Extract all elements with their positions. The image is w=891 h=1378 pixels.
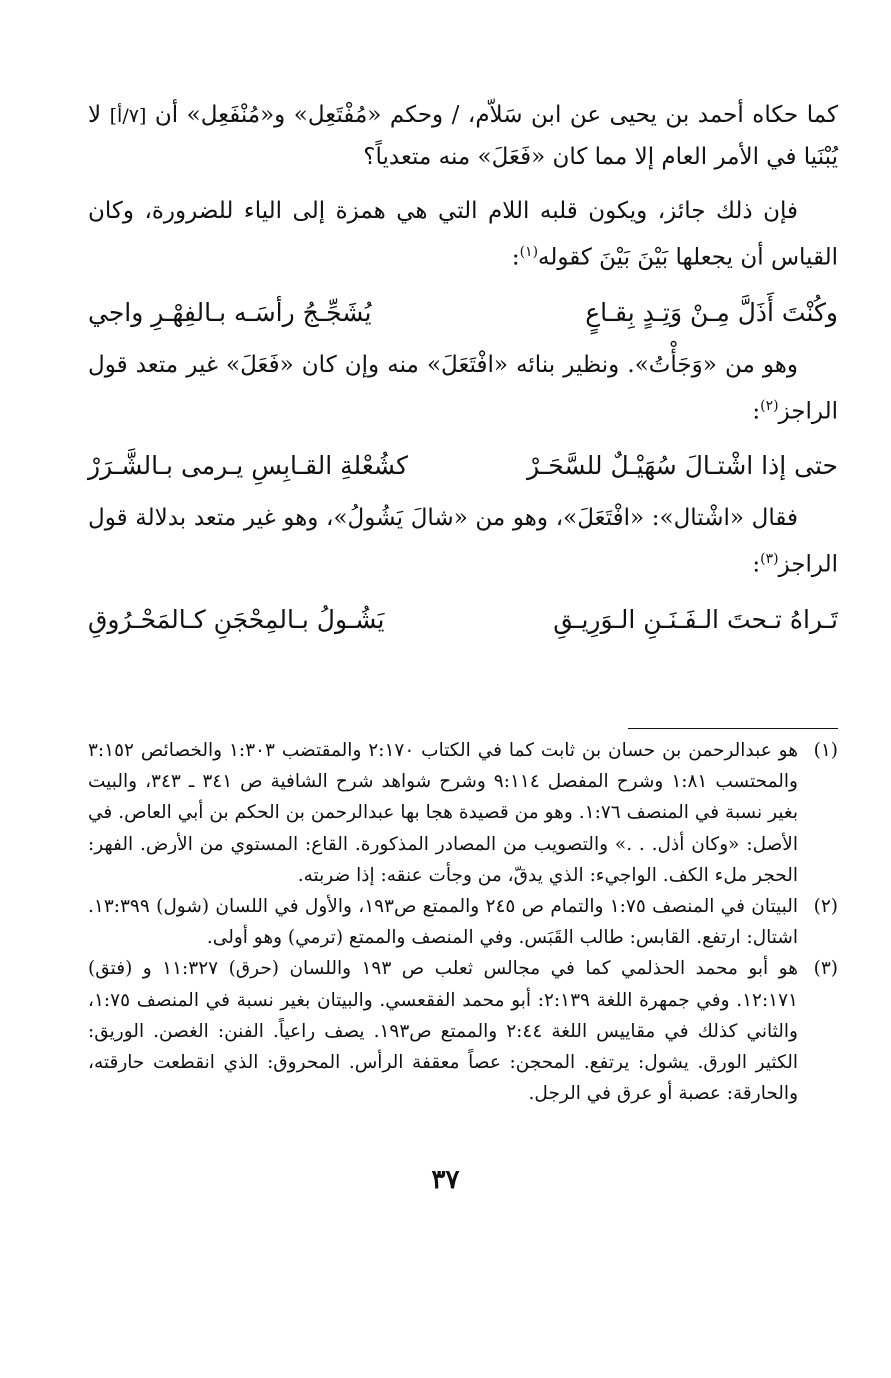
verse-3	[88, 592, 838, 648]
verse-3-first-hemistich: تَـراهُ تـحتَ الـفَـنَـنِ الـوَرِيـقِ	[553, 604, 838, 634]
footnote-1-number: (١)	[813, 740, 838, 761]
footnote-3-text: هو أبو محمد الحذلمي كما في مجالس ثعلب ص ١٩٣ واللسان (حرق) ١١:٣٢٧ و (فتق) ١٢:١٧١. وفي جمهرة اللغة ٢:١٣٩: أبو محمد الفقعسي. والبيتان بغير نسبة في المنصف ١:٧٥، والثاني كذلك في مقاييس اللغة ٢:٤٤ والممتع ص١٩٣. يصف راعياً. الفنن: الغصن. الوريق: الكثير الورق. يشول: يرتفع. المحجن: عصاً معقفة الرأس. المحروق: الذي انقطعت حارقته، والحارقة: عصبة أو عرق في الرجل.	[88, 958, 798, 1105]
footnote-2-number: (٢)	[813, 896, 838, 918]
footnote-marker-3: (٣)	[760, 551, 779, 568]
footnote-1-text: هو عبدالرحمن بن حسان بن ثابت كما في الكتاب ٢:١٧٠ والمقتضب ١:٣٠٣ والخصائص ٣:١٥٢ والمحتسب ١:٨١ وشرح المفصل ٩:١١٤ وشرح شواهد شرح الشافية ص ٣٤١ ـ ٣٤٣، والبيت بغير نسبة في المنصف ١:٧٦. وهو من قصيدة هجا بها عبدالرحمن بن الحكم بن أبي العاص. في الأصل: «وكان أذل. . .» والتصويب من المصادر المذكورة. القاع: المستوي من الأرض. الفهر: الحجر ملء الكف. الواجيء: الذي يدقّ، من وجأت عنقه: إذا ضربته.	[88, 740, 798, 886]
paragraph-2-colon: :	[511, 244, 520, 271]
footnote-marker-2: (٢)	[760, 397, 779, 414]
paragraph-3-text: وهو من «وَجَأْتُ». ونظير بنائه «افْتَعَلَ» منه وإن كان «فَعَلَ» غير متعد قول الراجز	[88, 351, 838, 425]
paragraph-2	[88, 191, 838, 279]
verse-1	[88, 285, 838, 341]
verse-2-first-hemistich: حتى إذا اشْتـالَ سُهَيْـلٌ للسَّحَـرْ	[527, 451, 838, 481]
verse-1-second-hemistich: يُشَجِّـجُ رأسَـه بـالفِهْـرِ واجي	[88, 297, 372, 327]
paragraph-3-colon: :	[752, 398, 761, 425]
paragraph-1-continuation: لا يُبْنَيا في الأمر العام إلا مما كان «فَعَلَ» منه متعدياً؟	[88, 102, 838, 170]
verse-2-second-hemistich: كشُعْلةِ القـابِسِ يـرمى بـالشَّـرَرْ	[88, 451, 409, 481]
footnote-2	[88, 891, 838, 953]
footnotes	[88, 735, 838, 1109]
footnote-1	[88, 735, 838, 891]
footnote-separator	[628, 728, 838, 729]
paragraph-2-text: فإن ذلك جائز، ويكون قلبه اللام التي هي همزة إلى الياء للضرورة، وكان القياس أن يجعلها بَيْنَ بَيْنَ كقوله	[88, 198, 838, 271]
footnote-3	[88, 953, 838, 1109]
manuscript-folio-ref: [٧/أ]	[109, 105, 147, 127]
page-body	[88, 95, 839, 1105]
page-number: ٣٧	[431, 1165, 460, 1195]
verse-2	[88, 438, 838, 494]
verse-3-second-hemistich: يَشُـولُ بـالمِحْجَنِ كـالمَحْـرُوقِ	[88, 604, 385, 634]
paragraph-4-colon: :	[752, 551, 761, 578]
verse-1-first-hemistich: وكُنْتَ أَذَلَّ مِـنْ وَتِـدٍ بِقـاعٍ	[585, 297, 838, 327]
paragraph-4	[88, 498, 838, 586]
paragraph-3	[88, 345, 838, 433]
footnote-2-text: البيتان في المنصف ١:٧٥ والتمام ص ٢٤٥ والممتع ص١٩٣، والأول في اللسان (شول) ١٣:٣٩٩. اشتال: ارتفع. القابس: طالب القَبَس. وفي المنصف والممتع (ترمي) وهو أولى.	[88, 896, 798, 949]
footnote-marker-1: (١)	[519, 244, 539, 260]
paragraph-1-text: كما حكاه أحمد بن يحيى عن ابن سَلاّم، / وحكم «مُفْتَعِل» و«مُنْفَعِل» أن	[154, 102, 839, 128]
paragraph-4-text: فقال «اشْتال»: «افْتَعَلَ»، وهو من «شالَ يَشُولُ»، وهو غير متعد بدلالة قول الراجز	[88, 505, 838, 578]
paragraph-1	[88, 95, 838, 178]
footnote-3-number: (٣)	[813, 958, 838, 980]
main-text	[88, 95, 838, 648]
